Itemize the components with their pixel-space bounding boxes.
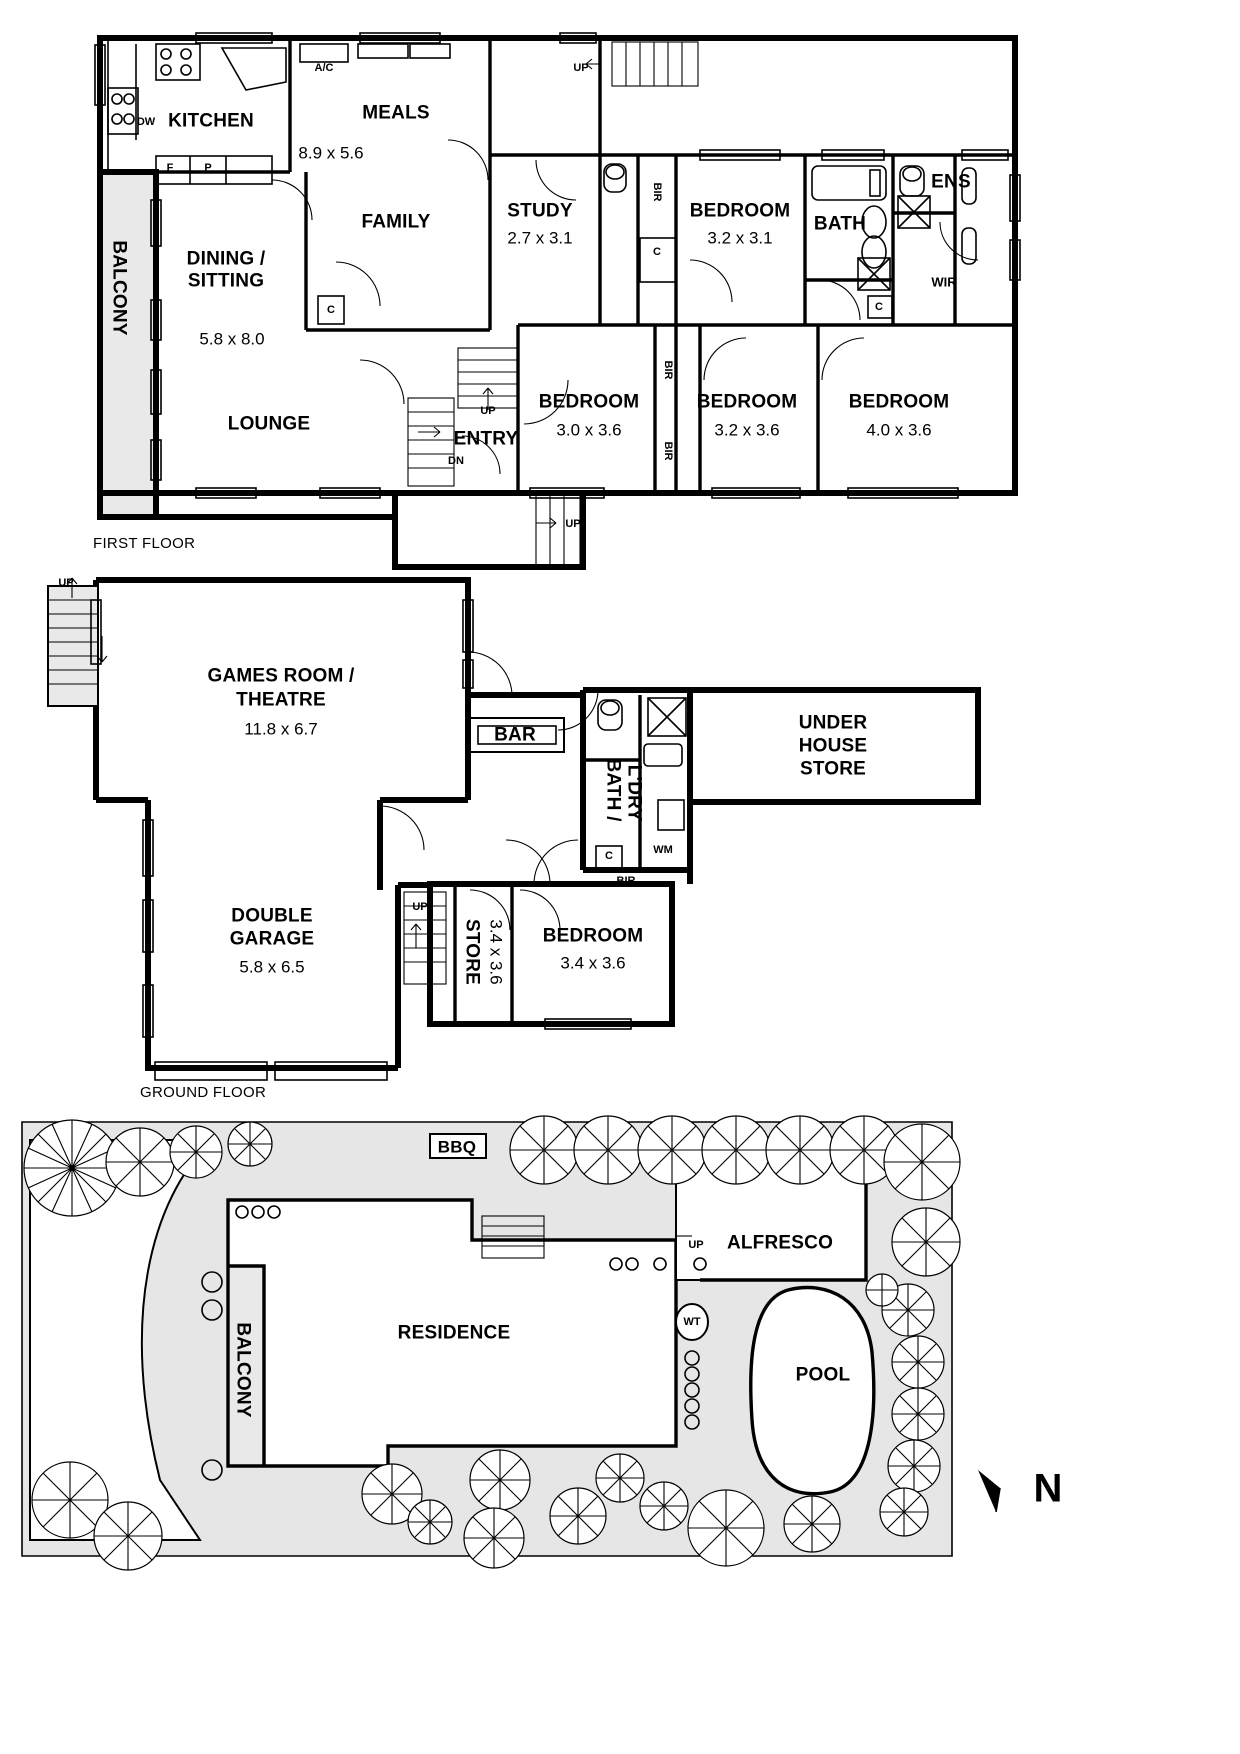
label-up-store: UP bbox=[412, 900, 428, 913]
room-meals: MEALS bbox=[362, 102, 430, 124]
site-pool: POOL bbox=[795, 1364, 851, 1386]
label-bir-mid1: BIR bbox=[662, 360, 675, 380]
room-under-line1: UNDER bbox=[798, 712, 868, 734]
room-ens: ENS bbox=[931, 171, 971, 193]
room-store: STORE bbox=[461, 918, 483, 986]
room-games-line1: GAMES ROOM / bbox=[207, 665, 355, 687]
site-alfresco: ALFRESCO bbox=[726, 1232, 834, 1254]
room-dining-line1: DINING / bbox=[186, 248, 266, 270]
room-games-line2: THEATRE bbox=[236, 689, 326, 711]
label-up-games: UP bbox=[58, 576, 74, 589]
label-up-entry: UP bbox=[480, 404, 496, 417]
room-garage-line2: GARAGE bbox=[229, 928, 315, 950]
caption-first-floor: FIRST FLOOR bbox=[93, 535, 196, 552]
room-bath-ldry-line2: L'DRY bbox=[623, 764, 645, 822]
room-dining-dim: 5.8 x 8.0 bbox=[199, 329, 265, 349]
label-c-ground: C bbox=[605, 849, 613, 862]
room-bedroom-3-dim: 4.0 x 3.6 bbox=[866, 420, 932, 440]
label-c-dining: C bbox=[327, 303, 335, 316]
room-garage-line1: DOUBLE bbox=[231, 905, 313, 927]
room-bedroom-3: BEDROOM bbox=[848, 391, 950, 413]
site-up: UP bbox=[688, 1238, 704, 1251]
room-bedroom-1: BEDROOM bbox=[538, 391, 640, 413]
label-dw: DW bbox=[136, 115, 156, 128]
room-store-dim: 3.4 x 3.6 bbox=[486, 919, 506, 985]
room-bath-ldry-line1: BATH / bbox=[602, 758, 624, 822]
room-entry: ENTRY bbox=[453, 428, 519, 450]
room-bedroom-1-dim: 3.0 x 3.6 bbox=[556, 420, 622, 440]
room-bedroom-2: BEDROOM bbox=[696, 391, 798, 413]
label-dn: DN bbox=[448, 454, 464, 467]
north-label: N bbox=[1033, 1466, 1063, 1511]
room-dining-line2: SITTING bbox=[187, 270, 265, 292]
label-up-bottom: UP bbox=[565, 517, 581, 530]
room-bedroom-ground: BEDROOM bbox=[542, 925, 644, 947]
room-lounge: LOUNGE bbox=[227, 413, 311, 435]
site-residence: RESIDENCE bbox=[397, 1322, 511, 1344]
label-p: P bbox=[204, 161, 212, 174]
label-up-top: UP bbox=[573, 61, 589, 74]
label-wm: WM bbox=[653, 843, 673, 856]
room-bath: BATH bbox=[813, 213, 867, 235]
label-ac: A/C bbox=[314, 61, 334, 74]
room-bedroom-2-dim: 3.2 x 3.6 bbox=[714, 420, 780, 440]
room-wir: WIR bbox=[931, 274, 957, 290]
label-c-bath: C bbox=[875, 300, 883, 313]
room-bedroom-ground-dim: 3.4 x 3.6 bbox=[560, 953, 626, 973]
label-f: F bbox=[166, 161, 174, 174]
room-bedroom-top: BEDROOM bbox=[689, 200, 791, 222]
room-meals-dim: 8.9 x 5.6 bbox=[298, 143, 364, 163]
label-bir-mid2: BIR bbox=[662, 441, 675, 461]
room-under-line3: STORE bbox=[799, 758, 867, 780]
room-bedroom-top-dim: 3.2 x 3.1 bbox=[707, 228, 773, 248]
room-study: STUDY bbox=[507, 200, 573, 222]
caption-ground-floor: GROUND FLOOR bbox=[140, 1084, 267, 1101]
site-wt: WT bbox=[683, 1315, 701, 1328]
label-bir-ground: BIR bbox=[616, 874, 636, 887]
site-balcony: BALCONY bbox=[232, 1322, 254, 1418]
room-under-line2: HOUSE bbox=[798, 735, 868, 757]
site-bbq: BBQ bbox=[437, 1137, 477, 1157]
room-study-dim: 2.7 x 3.1 bbox=[507, 228, 573, 248]
room-family: FAMILY bbox=[361, 211, 431, 233]
room-kitchen: KITCHEN bbox=[168, 110, 254, 132]
room-games-dim: 11.8 x 6.7 bbox=[244, 719, 318, 739]
room-garage-dim: 5.8 x 6.5 bbox=[239, 957, 305, 977]
label-bir-top: BIR bbox=[651, 182, 664, 202]
room-bar: BAR bbox=[494, 724, 536, 746]
label-c-bir-top: C bbox=[653, 245, 661, 258]
room-balcony-first: BALCONY bbox=[108, 240, 130, 336]
